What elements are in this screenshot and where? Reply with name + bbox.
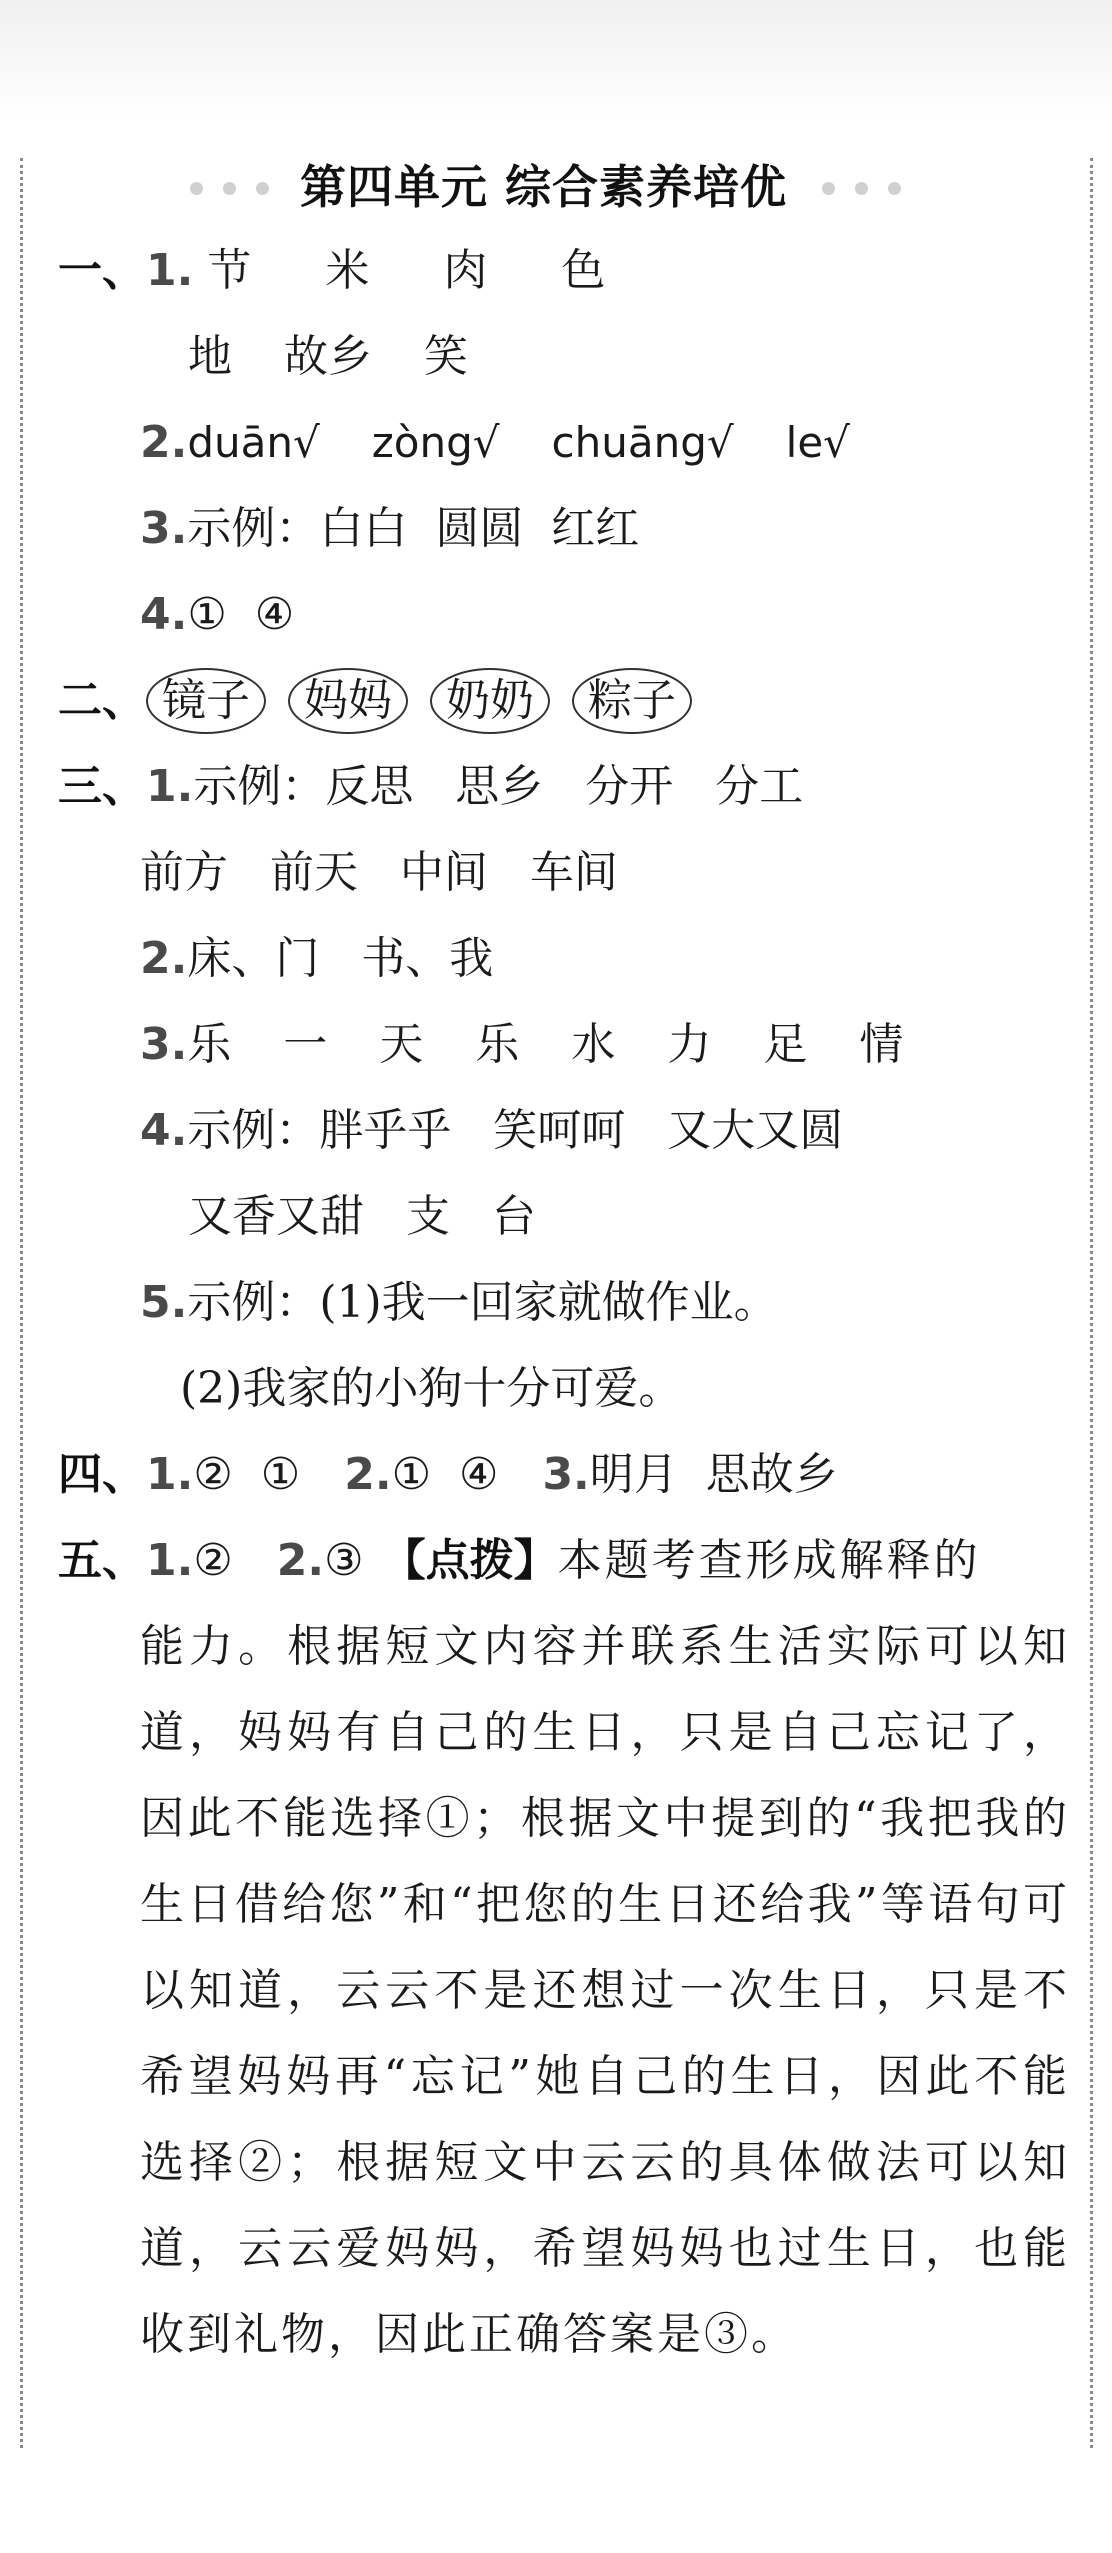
answer-text: ② bbox=[193, 1535, 233, 1586]
s3-q5-line2 bbox=[180, 1346, 682, 1432]
answer-text: 示例：反思 思乡 分开 分工 bbox=[193, 761, 804, 812]
title-dots-right bbox=[822, 182, 901, 195]
circled-word: 妈妈 bbox=[288, 668, 408, 734]
s2 bbox=[58, 658, 714, 744]
answer-item: 乐 bbox=[475, 1019, 520, 1070]
answer-item: 故乡 bbox=[284, 331, 372, 382]
q-num: 3. bbox=[140, 503, 188, 554]
s3-q5-line1 bbox=[140, 1260, 778, 1346]
circled-word: 镜子 bbox=[146, 668, 266, 734]
answer-text: 示例：白白 圆圆 红红 bbox=[187, 503, 640, 554]
section-label-1: 一、 bbox=[58, 245, 146, 296]
circled-word: 粽子 bbox=[572, 668, 692, 734]
s1-q1-line2 bbox=[188, 314, 468, 400]
answer-text: ② ① bbox=[193, 1449, 301, 1500]
answer-text: 明月 思故乡 bbox=[589, 1449, 838, 1500]
answer-item: 乐 bbox=[187, 1019, 232, 1070]
explanation-first-line: 本题考查形成解释的 bbox=[557, 1535, 981, 1586]
s3-q4-line2 bbox=[188, 1174, 536, 1260]
tip-label: 【点拨】 bbox=[381, 1535, 558, 1586]
answer-item: 米 bbox=[325, 245, 370, 296]
title-row bbox=[0, 152, 1112, 232]
answer-text: ① ④ bbox=[391, 1449, 499, 1500]
q-num: 1. bbox=[146, 761, 194, 812]
s1-q1-line1 bbox=[58, 228, 605, 314]
s3-q2 bbox=[140, 916, 493, 1002]
answer-text: ③ bbox=[324, 1535, 364, 1586]
q-num: 1. bbox=[146, 245, 194, 296]
q-num: 5. bbox=[140, 1277, 188, 1328]
q-num: 1. bbox=[146, 1449, 194, 1500]
s1-q4 bbox=[140, 572, 294, 658]
top-scan-shadow bbox=[0, 0, 1112, 120]
q-num: 2. bbox=[344, 1449, 392, 1500]
answer-item: 情 bbox=[859, 1019, 904, 1070]
s1-q3 bbox=[140, 486, 639, 572]
answer-text: 示例：(1)我一回家就做作业。 bbox=[187, 1277, 778, 1328]
title-dots-left bbox=[190, 182, 269, 195]
answer-item: 笑 bbox=[424, 331, 468, 382]
answer-item: 足 bbox=[763, 1019, 808, 1070]
page-title: 第四单元 综合素养培优 bbox=[300, 160, 788, 214]
q-num: 3. bbox=[140, 1019, 188, 1070]
answer-text: 床、门 书、我 bbox=[187, 933, 494, 984]
answer-item: 色 bbox=[561, 245, 606, 296]
answer-item: 力 bbox=[667, 1019, 712, 1070]
answer-item: 一 bbox=[283, 1019, 328, 1070]
answer-item: 节 bbox=[207, 245, 252, 296]
answer-text: (2)我家的小狗十分可爱。 bbox=[180, 1363, 683, 1414]
s4 bbox=[58, 1432, 838, 1518]
circled-word: 奶奶 bbox=[430, 668, 550, 734]
explanation-paragraph: 能力。根据短文内容并联系生活实际可以知道，妈妈有自己的生日，只是自己忘记了，因此不能选择①；根据文中提到的“我把我的生日借给您”和“把您的生日还给我”等语句可以知道，云云不是还想过一次生日，只是不希望妈妈再“忘记”她自己的生日，因此不能选择②；根据短文中云云的具体做法可以知道，云云爱妈妈，希望妈妈也过生日，也能收到礼物，因此正确答案是③。 bbox=[140, 1621, 1070, 2360]
answer-item: 地 bbox=[188, 331, 232, 382]
pinyin-item: duān√ bbox=[187, 418, 320, 467]
q-num: 2. bbox=[276, 1535, 325, 1586]
s5-first-line bbox=[58, 1518, 981, 1604]
pinyin-item: zòng√ bbox=[371, 418, 500, 467]
answer-text: 前方 前天 中间 车间 bbox=[140, 847, 618, 898]
section-label-3: 三、 bbox=[58, 761, 146, 812]
section-label-5: 五、 bbox=[58, 1535, 146, 1586]
answer-item: 水 bbox=[571, 1019, 616, 1070]
q-num: 4. bbox=[140, 589, 188, 640]
right-dotted-border bbox=[1090, 158, 1093, 2448]
section-label-2: 二、 bbox=[58, 675, 146, 726]
pinyin-item: le√ bbox=[785, 418, 850, 467]
pinyin-item: chuāng√ bbox=[551, 418, 734, 467]
answer-text: ① ④ bbox=[187, 589, 295, 640]
s3-q1-line1 bbox=[58, 744, 803, 830]
q-num: 4. bbox=[140, 1105, 188, 1156]
answer-item: 天 bbox=[379, 1019, 424, 1070]
answer-item: 肉 bbox=[443, 245, 488, 296]
s1-q2 bbox=[140, 400, 850, 486]
s3-q1-line2 bbox=[140, 830, 618, 916]
q-num: 3. bbox=[542, 1449, 590, 1500]
q-num: 2. bbox=[140, 417, 188, 468]
s3-q4-line1 bbox=[140, 1088, 843, 1174]
answer-text: 又香又甜 支 台 bbox=[188, 1191, 536, 1242]
s3-q3 bbox=[140, 1002, 903, 1088]
q-num: 2. bbox=[140, 933, 188, 984]
section-label-4: 四、 bbox=[58, 1449, 146, 1500]
left-dotted-border bbox=[20, 158, 23, 2448]
answer-text: 示例：胖乎乎 笑呵呵 又大又圆 bbox=[187, 1105, 844, 1156]
q-num: 1. bbox=[146, 1535, 194, 1586]
